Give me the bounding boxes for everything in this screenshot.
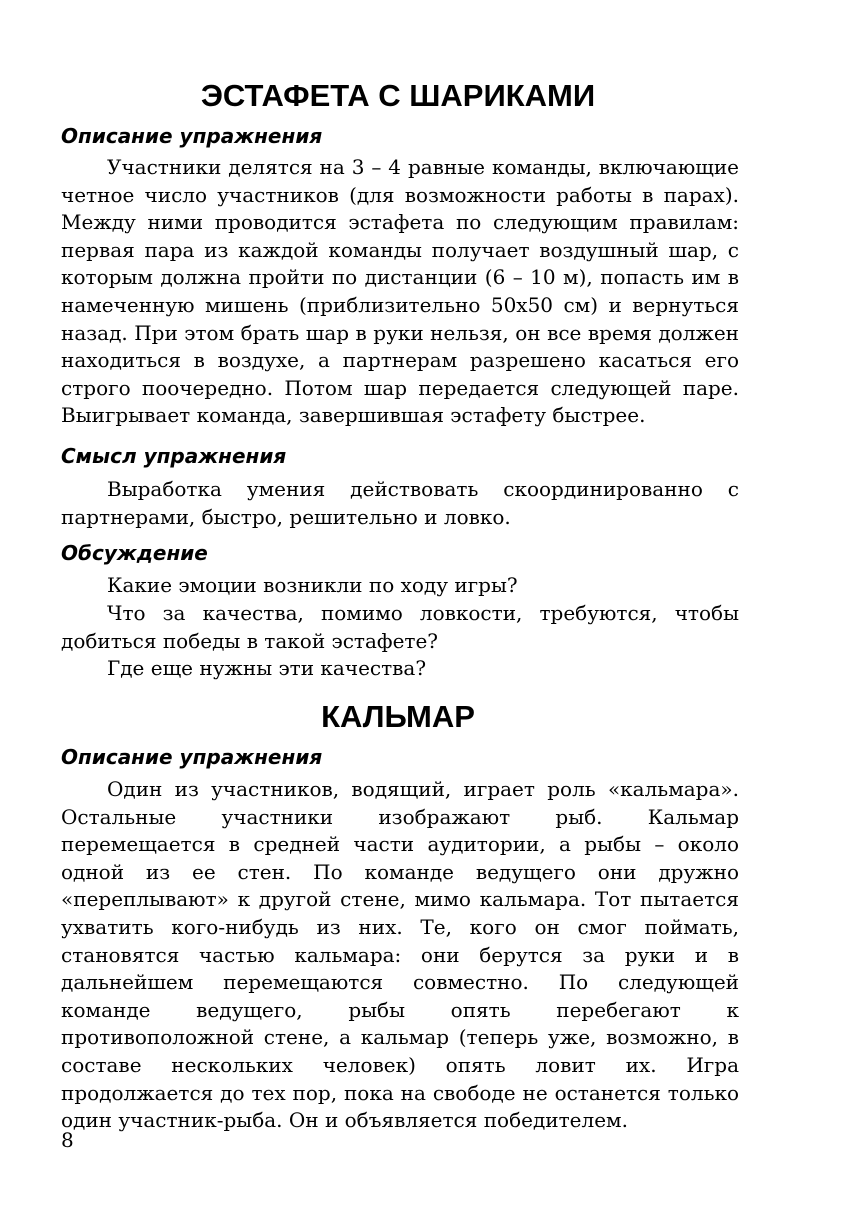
discussion-question: Что за качества, помимо ловкости, требуются, чтобы добиться победы в такой эстафете? <box>61 601 739 653</box>
description-paragraph: Один из участников, водящий, играет роль «кальмара». Остальные участники изображают рыб. Кальмар перемещается в средней части аудитории, а рыбы – около одной из ее стен. По команде ведущего они дружно «переплывают» к другой стене, мимо кальмара. Тот пытается ухватить кого-нибудь из них. Те, кого он смог поймать, становятся частью кальмара: они берутся за руки и в дальнейшем перемещаются совместно. По следующей команде ведущего, рыбы опять перебегают к противоположной стене, а кальмар (теперь уже, возможно, в составе нескольких человек) опять ловит их. Игра продолжается до тех пор, пока на свободе не останется только один участник-рыба. Он и объявляется победителем. <box>61 777 739 1133</box>
description-heading: Описание упражнения <box>61 124 323 148</box>
page-number: 8 <box>61 1128 74 1152</box>
section-title-squid: КАЛЬМАР <box>321 699 475 734</box>
meaning-paragraph: Выработка умения действовать скоординированно с партнерами, быстро, решительно и ловко. <box>61 477 739 529</box>
discussion-heading: Обсуждение <box>61 541 208 565</box>
description-heading: Описание упражнения <box>61 745 323 769</box>
meaning-heading: Смысл упражнения <box>61 444 287 468</box>
discussion-question: Какие эмоции возникли по ходу игры? <box>107 573 518 597</box>
section-title-relay: ЭСТАФЕТА С ШАРИКАМИ <box>200 78 596 113</box>
discussion-question: Где еще нужны эти качества? <box>107 656 427 680</box>
description-paragraph: Участники делятся на 3 – 4 равные команды, включающие четное число участников (для возможности работы в парах). Между ними проводится эстафета по следующим правилам: первая пара из каждой команды получает воздушный шар, с которым должна пройти по дистанции (6 – 10 м), попасть им в намеченную мишень (приблизительно 50х50 см) и вернуться назад. При этом брать шар в руки нельзя, он все время должен находиться в воздухе, а партнерам разрешено касаться его строго поочередно. Потом шар передается следующей паре. Выигрывает команда, завершившая эстафету быстрее. <box>61 155 739 428</box>
